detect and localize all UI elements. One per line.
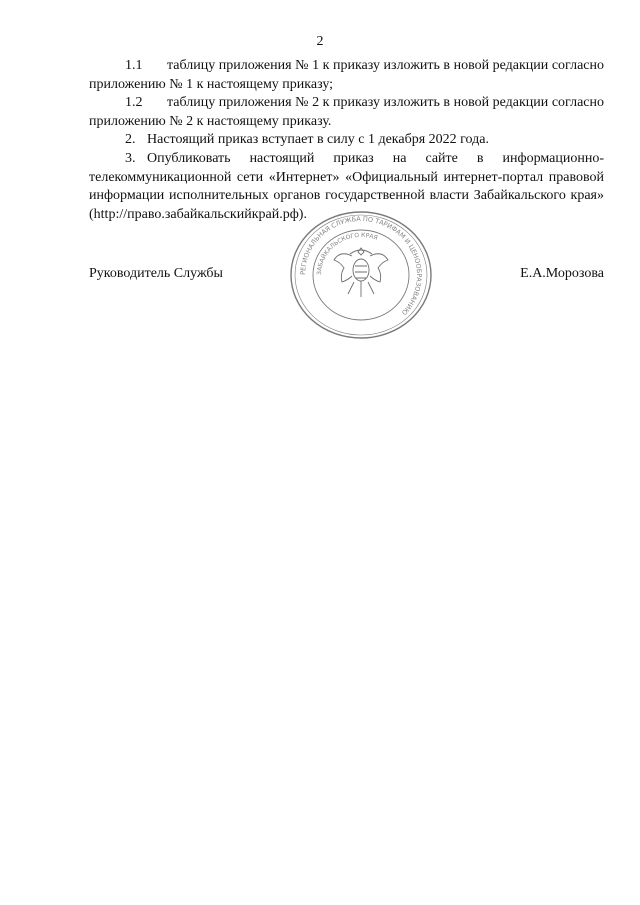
paragraph-number: 1.2 xyxy=(125,95,143,111)
signatory-name: Е.А.Морозова xyxy=(520,266,604,281)
signatory-position: Руководитель Службы xyxy=(89,266,223,281)
paragraph-number: 2. xyxy=(125,132,136,148)
page-number: 2 xyxy=(316,34,324,49)
paragraph-1-2 xyxy=(89,94,604,131)
paragraph-text: Настоящий приказ вступает в силу с 1 декабря 2022 года. xyxy=(147,132,489,148)
paragraph-text: таблицу приложения № 2 к приказу изложить в новой редакции согласно приложению № 2 к настоящему приказу. xyxy=(89,95,604,129)
seal-outer-text: РЕГИОНАЛЬНАЯ СЛУЖБА ПО ТАРИФАМ И ЦЕНООБРАЗОВАНИЮ xyxy=(298,214,424,317)
paragraph-2 xyxy=(89,131,604,150)
document-body xyxy=(89,57,604,224)
paragraph-1-1 xyxy=(89,57,604,94)
paragraph-text: Опубликовать настоящий приказ на сайте в информационно-телекоммуникационной сети «Интернет» «Официальный интернет-портал правовой информации исполнительных органов государственной власти Забайкальского края» (http://право.забайкальскийкрай.рф). xyxy=(89,150,604,222)
paragraph-number: 1.1 xyxy=(125,58,143,73)
seal-inner-text: ЗАБАЙКАЛЬСКОГО КРАЯ xyxy=(315,231,379,276)
paragraph-text: таблицу приложения № 1 к приказу изложить в новой редакции согласно приложению № 1 к настоящему приказу; xyxy=(89,58,604,92)
signature-block xyxy=(89,266,604,282)
paragraph-number: 3. xyxy=(125,150,136,166)
